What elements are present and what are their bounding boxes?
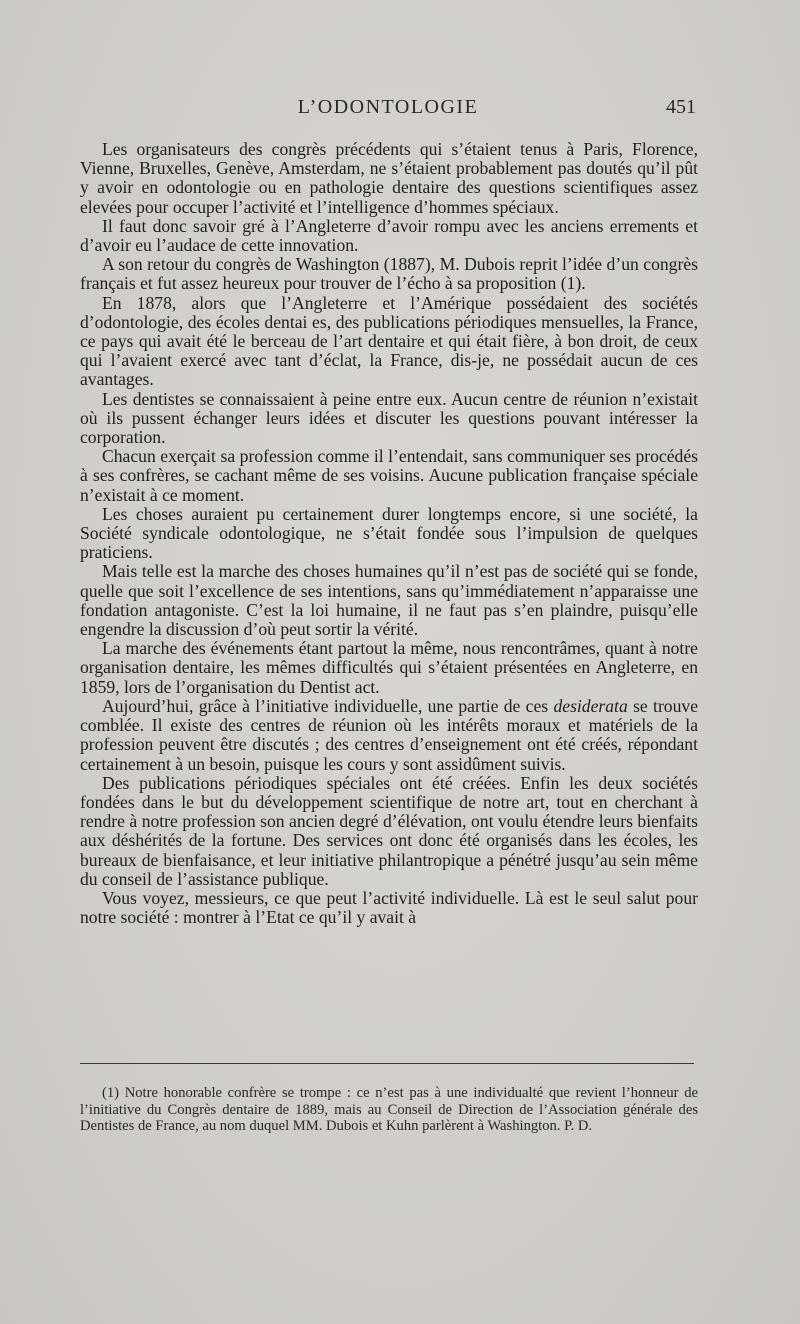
footnote-text: (1) Notre honorable confrère se trompe : ce n’est pas à une individualté que revient l’honneur de l’initiative du Congrès dentaire de 1889, mais au Conseil de Direction de l’Association générale des Dentistes de France, au nom duquel MM. Dubois et Kuhn parlèrent à Washington. P. D. bbox=[80, 1085, 698, 1134]
page-number: 451 bbox=[666, 96, 696, 118]
paragraph-11: Des publications périodiques spéciales ont été créées. Enfin les deux sociétés fondées dans le but du développement scientifique de notre art, tout en cherchant à rendre à notre profession son ancien degré d’élévation, ont voulu étendre leurs bienfaits aux déshérités de la fortune. Des services ont donc été organisés dans les écoles, les bureaux de bienfaisance, et leur initiative philantropique a pénétré jusqu’au sein même du conseil de l’assistance publique. bbox=[80, 772, 698, 889]
paragraph-10-end: se trouve comblée. Il existe des centres de réunion où les intérêts moraux et matériels de la profession peuvent être discutés ; des centres d’enseignement ont été créés, répondant certainement à un besoin, puisque les cours y sont assidûment suivis. bbox=[80, 695, 699, 774]
main-text bbox=[80, 140, 698, 927]
paragraph-5: Les dentistes se connaissaient à peine entre eux. Aucun centre de réunion n’existait où ils pussent échanger leurs idées et discuter les questions pouvant intéresser la corporation. bbox=[80, 388, 698, 448]
italic-term: desiderata bbox=[553, 695, 628, 716]
paragraph-4: En 1878, alors que l’Angleterre et l’Amérique possédaient des sociétés d’odontologie, des écoles dentai es, des publications périodiques mensuelles, la France, ce pays qui avait été le berceau de l’art dentaire et qui était fière, à bon droit, de ceux qui l’avaient exercé avec tant d’éclat, la France, dis-je, ne possédait aucun de ces avantages. bbox=[80, 292, 698, 390]
paragraph-6: Chacun exerçait sa profession comme il l’entendait, sans communiquer ses procédés à ses confrères, se cachant même de ses voisins. Aucune publication française spéciale n’existait à ce moment. bbox=[80, 446, 698, 505]
journal-title: L’ODONTOLOGIE bbox=[297, 96, 479, 118]
paragraph-3: A son retour du congrès de Washington (1887), M. Dubois reprit l’idée d’un congrès français et fut assez heureux pour trouver de l’écho à sa proposition (1). bbox=[80, 254, 698, 294]
paragraph-9: La marche des événements étant partout la même, nous rencontrâmes, quant à notre organisation dentaire, les mêmes difficultés qui s’étaient présentées en Angleterre, en 1859, lors de l’organisation du Dentist act. bbox=[80, 638, 698, 697]
paragraph-8: Mais telle est la marche des choses humaines qu’il n’est pas de société qui se fonde, quelle que soit l’excellence de ses intentions, sans qu’immédiatement n’apparaisse une fondation antagoniste. C’est la loi humaine, il ne faut pas s’en plaindre, puisqu’elle engendre la discussion d’où peut sortir la vérité. bbox=[80, 561, 698, 640]
paragraph-10 bbox=[80, 697, 698, 774]
paragraph-7: Les choses auraient pu certainement durer longtemps encore, si une société, la Société syndicale odontologique, ne s’était fondée sous l’impulsion de quelques praticiens. bbox=[80, 503, 698, 563]
paragraph-1: Les organisateurs des congrès précédents qui s’étaient tenus à Paris, Florence, Vienne, Bruxelles, Genève, Amsterdam, ne s’étaient probablement pas doutés qu’il pût y avoir en odontologie ou en pathologie dentaire des questions scientifiques assez elevées pour occuper l’activité et l’intelligence d’hommes spéciaux. bbox=[80, 139, 698, 217]
running-head bbox=[80, 96, 696, 128]
paragraph-10-start: Aujourd’hui, grâce à l’initiative individuelle, une partie de ces bbox=[102, 695, 554, 716]
paragraph-12: Vous voyez, messieurs, ce que peut l’activité individuelle. Là est le seul salut pour notre société : montrer à l’Etat ce qu’il y avait à bbox=[80, 887, 698, 928]
footnote-rule bbox=[80, 1063, 694, 1064]
footnote bbox=[80, 1085, 698, 1135]
paragraph-2: Il faut donc savoir gré à l’Angleterre d’avoir rompu avec les anciens errements et d’avoir eu l’audace de cette innovation. bbox=[80, 215, 698, 256]
